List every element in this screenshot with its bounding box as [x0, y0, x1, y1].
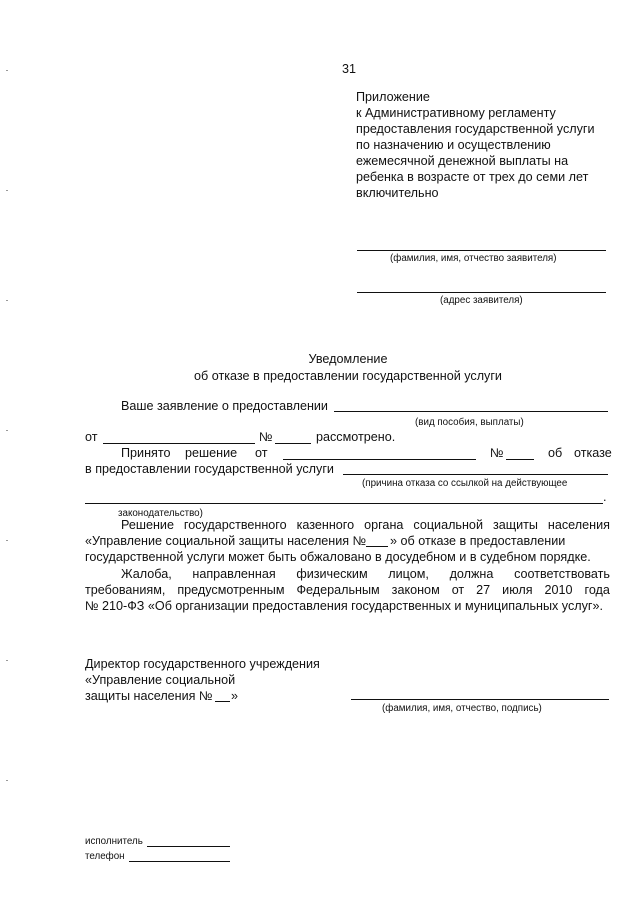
signature-department-number-field[interactable] — [215, 701, 230, 702]
word: Решение — [121, 518, 174, 532]
form-line2-from: от — [85, 430, 98, 444]
form-line3-word: об — [548, 446, 563, 460]
refusal-reason-field[interactable] — [343, 474, 608, 475]
director-signature-field[interactable] — [351, 699, 609, 700]
signature-line-3b: » — [231, 689, 239, 703]
form-line1-text: Ваше заявление о предоставлении — [121, 399, 328, 413]
paragraph-2-line-3: № 210-ФЗ «Об организации предоставления государственных и муниципальных услуг». — [85, 599, 604, 613]
word: законом — [391, 583, 440, 597]
appendix-line: по назначению и осуществлению — [356, 138, 551, 152]
word: защиты — [492, 518, 538, 532]
applicant-address-caption: (адрес заявителя) — [440, 295, 523, 306]
word: социальной — [413, 518, 483, 532]
appendix-line: к Административному регламенту — [356, 106, 556, 120]
paragraph-1-line-2a: «Управление социальной защиты населения № — [85, 534, 367, 548]
paragraph-1-line-2b: » об отказе в предоставлении — [390, 534, 566, 548]
decision-date-field[interactable] — [283, 459, 476, 460]
appendix-line: предоставления государственной услуги — [356, 122, 595, 136]
word: 27 — [476, 583, 491, 597]
word: физическим — [296, 567, 368, 581]
word: направленная — [192, 567, 276, 581]
scan-mark — [6, 70, 8, 71]
benefit-type-caption: (вид пособия, выплаты) — [415, 417, 524, 428]
phone-field[interactable] — [129, 861, 230, 862]
director-signature-caption: (фамилия, имя, отчество, подпись) — [382, 703, 542, 714]
form-line2-no: № — [259, 430, 273, 444]
benefit-type-field[interactable] — [334, 411, 608, 412]
word: казенного — [296, 518, 355, 532]
word: государственного — [183, 518, 287, 532]
notice-subtitle: об отказе в предоставлении государственной услуги — [194, 369, 502, 383]
word: Жалоба, — [121, 567, 172, 581]
scan-mark — [6, 430, 8, 431]
word: должна — [449, 567, 494, 581]
notice-title: Уведомление — [308, 352, 388, 366]
form-line3-word: отказе — [574, 446, 612, 460]
paragraph-2-line-1 — [121, 567, 610, 582]
paragraph-1-line-3: государственной услуги может быть обжаловано в досудебном и в судебном порядке. — [85, 550, 591, 564]
word: лицом, — [388, 567, 429, 581]
executor-label: исполнитель — [85, 836, 143, 847]
word: органа — [364, 518, 404, 532]
department-number-field[interactable] — [366, 546, 388, 547]
refusal-reason-field-continued[interactable] — [85, 503, 603, 504]
application-number-field[interactable] — [275, 443, 311, 444]
decision-number-field[interactable] — [506, 459, 534, 460]
refusal-reason-caption: (причина отказа со ссылкой на действующее — [362, 478, 568, 489]
legislation-caption: законодательство) — [118, 508, 203, 519]
page-number: 31 — [342, 62, 357, 76]
phone-label: телефон — [85, 851, 125, 862]
scan-mark — [6, 300, 8, 301]
word: июля — [502, 583, 533, 597]
word: населения — [547, 518, 610, 532]
word: 2010 — [544, 583, 573, 597]
word: Федеральным — [296, 583, 380, 597]
word: требованиям, — [85, 583, 166, 597]
applicant-name-caption: (фамилия, имя, отчество заявителя) — [390, 253, 557, 264]
signature-line-3a: защиты населения № — [85, 689, 213, 703]
word: предусмотренным — [177, 583, 285, 597]
appendix-title: Приложение — [356, 90, 430, 104]
signature-line-2: «Управление социальной — [85, 673, 236, 687]
scan-mark — [6, 540, 8, 541]
applicant-address-field[interactable] — [357, 292, 606, 293]
scan-mark — [6, 660, 8, 661]
paragraph-1-line-1 — [121, 518, 610, 533]
form-line3-word: Принято — [121, 446, 171, 460]
executor-field[interactable] — [147, 846, 230, 847]
application-date-field[interactable] — [103, 443, 255, 444]
signature-line-1: Директор государственного учреждения — [85, 657, 320, 671]
form-line5-end: . — [603, 490, 607, 504]
form-line3-word: от — [255, 446, 268, 460]
appendix-line: включительно — [356, 186, 439, 200]
form-line3-word: решение — [185, 446, 238, 460]
paragraph-2-line-2 — [85, 583, 610, 598]
form-line4-text: в предоставлении государственной услуги — [85, 462, 334, 476]
appendix-line: ежемесячной денежной выплаты на — [356, 154, 569, 168]
word: года — [584, 583, 610, 597]
applicant-name-field[interactable] — [357, 250, 606, 251]
scan-mark — [6, 780, 8, 781]
scan-mark — [6, 190, 8, 191]
form-line3-no: № — [490, 446, 504, 460]
word: соответствовать — [514, 567, 610, 581]
form-line2-end: рассмотрено. — [316, 430, 396, 444]
word: от — [451, 583, 465, 597]
appendix-line: ребенка в возрасте от трех до семи лет — [356, 170, 589, 184]
